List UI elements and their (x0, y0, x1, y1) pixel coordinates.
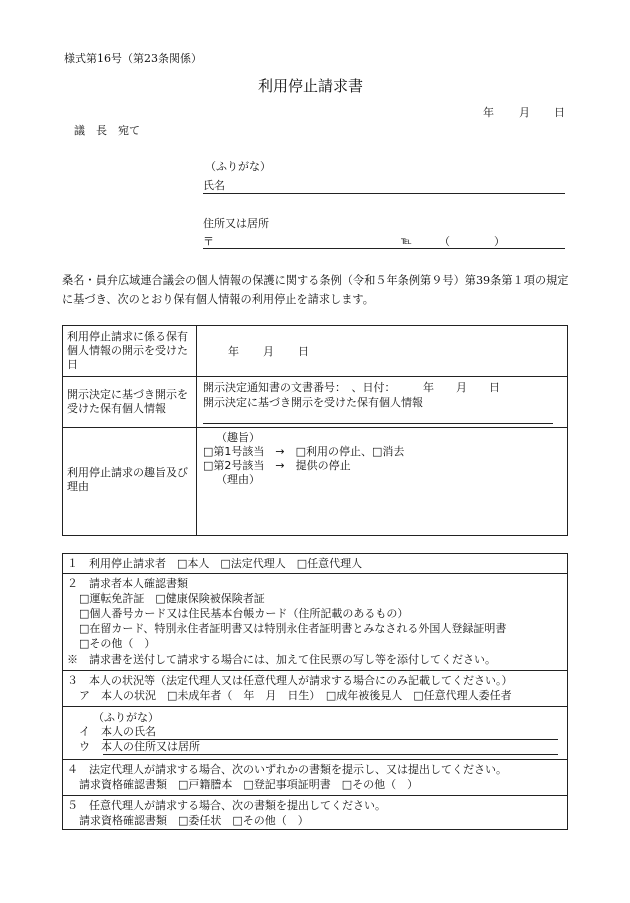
row2-label: 開示決定に基づき開示を受けた保有個人情報 (67, 388, 188, 415)
row3-option-1[interactable]: □第1号該当 → □利用の停止、□消去 (203, 445, 405, 458)
tel-paren: （ ） (439, 235, 505, 248)
date-year-label: 年 (483, 106, 494, 119)
requester-name-field[interactable] (203, 193, 565, 194)
section2-id-option-2[interactable]: □個人番号カード又は住民基本台帳カード（住所記載のあるもの） (79, 607, 409, 620)
row3-purpose-label: （趣旨） (216, 431, 260, 444)
section2-id-option-3[interactable]: □在留カード、特別永住者証明書又は特別永住者証明書とみなされる外国人登録証明書 (79, 622, 507, 635)
requester-name-label: 氏名 (203, 179, 225, 192)
section3-heading: ３ 本人の状況等（法定代理人又は任意代理人が請求する場合にのみ記載してください。） (67, 674, 513, 687)
table-row-divider (62, 795, 568, 796)
section4-documents[interactable]: 請求資格確認書類 □戸籍謄本 □登記事項証明書 □その他（ ） (79, 778, 419, 791)
row1-label: 利用停止請求に係る保有個人情報の開示を受けた日 (67, 330, 188, 371)
date-month-label: 月 (519, 106, 530, 119)
form-number: 様式第16号（第23条関係） (64, 52, 202, 65)
section2-id-option-1[interactable]: □運転免許証 □健康保険被保険者証 (79, 592, 265, 605)
section2-note: ※ 請求書を送付して請求する場合には、加えて住民票の写し等を添付してください。 (67, 653, 496, 666)
row2-info-field[interactable] (203, 423, 553, 424)
row3-reason-label: （理由） (216, 473, 260, 486)
section1-requester-type[interactable]: １ 利用停止請求者 □本人 □法定代理人 □任意代理人 (67, 557, 363, 570)
row1-month-label: 月 (263, 345, 274, 358)
table-row-divider (62, 759, 568, 760)
row2-document-number-line: 開示決定通知書の文書番号： 、日付： 年 月 日 (203, 381, 500, 394)
lead-paragraph: 桑名・員弁広域連合議会の個人情報の保護に関する条例（令和５年条例第９号）第39条第１項の規定に基づき、次のとおり保有個人情報の利用停止を請求します。 (62, 274, 569, 306)
section2-id-option-other[interactable]: □その他（ ） (79, 637, 156, 650)
principal-address-field[interactable] (103, 754, 558, 755)
requester-address-label: 住所又は居所 (203, 217, 269, 230)
table-row-divider (62, 427, 568, 428)
table-row-divider (62, 670, 568, 671)
section3-principal-name-label: イ 本人の氏名 (79, 725, 156, 738)
section4-heading: ４ 法定代理人が請求する場合、次のいずれかの書類を提示し、又は提出してください。 (67, 763, 507, 776)
row1-day-label: 日 (298, 345, 309, 358)
section3-principal-address-label: ウ 本人の住所又は居所 (79, 740, 200, 753)
row3-label: 利用停止請求の趣旨及び理由 (67, 466, 188, 493)
addressee: 議 長 宛て (74, 124, 140, 137)
row1-year-label: 年 (228, 345, 239, 358)
requester-address-field[interactable] (203, 248, 565, 249)
section3-furigana-label: （ふりがな） (93, 711, 159, 724)
tel-mark: ℡ (401, 236, 412, 247)
section5-documents[interactable]: 請求資格確認書類 □委任状 □その他（ ） (79, 814, 309, 827)
page-title: 利用停止請求書 (258, 77, 364, 95)
postal-mark: 〒 (203, 235, 214, 248)
section2-heading: ２ 請求者本人確認書類 (67, 577, 188, 590)
row3-option-2[interactable]: □第2号該当 → 提供の停止 (203, 459, 351, 472)
requester-furigana-label: （ふりがな） (205, 160, 271, 173)
row2-info-line: 開示決定に基づき開示を受けた保有個人情報 (203, 396, 423, 409)
table-row-divider (62, 706, 568, 707)
section3-status-options[interactable]: ア 本人の状況 □未成年者（ 年 月 日生） □成年被後見人 □任意代理人委任者 (79, 689, 512, 702)
table-column-divider (196, 325, 197, 536)
date-day-label: 日 (554, 106, 565, 119)
section5-heading: ５ 任意代理人が請求する場合、次の書類を提出してください。 (67, 799, 386, 812)
table-row-divider (62, 573, 568, 574)
table-row-divider (62, 376, 568, 377)
